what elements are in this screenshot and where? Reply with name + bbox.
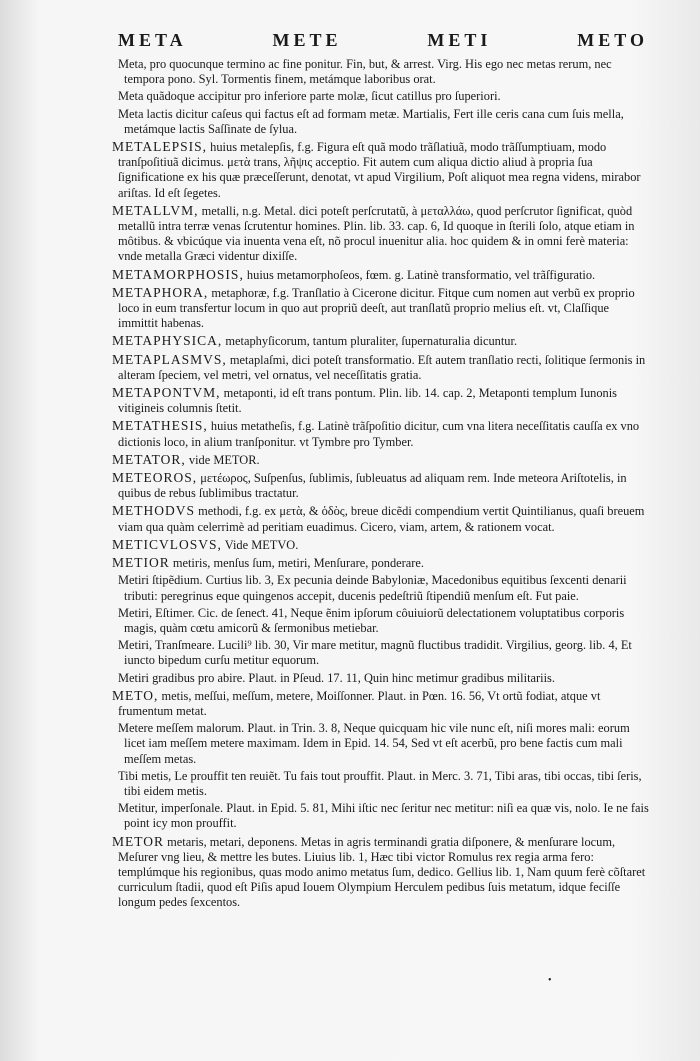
entry-text: vide METOR. — [185, 452, 260, 467]
entry-text: metaphyſicorum, tantum pluraliter, ſupernaturalia dicuntur. — [222, 334, 518, 349]
dictionary-entry — [112, 769, 652, 799]
running-header — [118, 30, 648, 51]
entry-text: Meta lactis dicitur caſeus qui factus eſt ad formam metæ. Martialis, Fert ille ceris cana cum ſuis mella, metámque lactis Saſſinate de ſylua. — [118, 106, 624, 136]
dictionary-entry — [112, 688, 652, 719]
entry-text: metaphoræ, f.g. Tranſlatio à Cicerone dicitur. Fitque cum nomen aut verbũ ex proprio loco in eum transfertur locum in quo aut propriũ deeſt, aut tranſlatũ proprio melius eſt. vt, Claſſique immittit habenas. — [118, 285, 635, 331]
dictionary-entry — [112, 333, 652, 349]
dictionary-entry — [112, 671, 652, 686]
entry-text: Metiri ſtipẽdium. Curtius lib. 3, Ex pecunia deinde Babyloniæ, Macedonibus equitibus ſexcenti denarii tributi: peregrinus eque quingenos accepit, ducenis pedeſtriũ ſtipendiũ menſum eſt. Fut paie. — [118, 573, 627, 603]
entries-list — [112, 57, 652, 911]
header-word-2: METE — [272, 30, 342, 50]
dictionary-entry — [112, 107, 652, 137]
entry-text: metalli, n.g. Metal. dici poteſt perſcrutatũ, à μεταλλάω, quod perſcrutor ſignificat, quòd metallũ intra terræ venas ſcrutentur homines. Plin. lib. 33. cap. 6, Id quoque in ſterili ſolo, atque etiam in môtibus. & vbicúque via inuenta vena eſt, nõ procul inuenitur alia. hoc quidem & in omni ferè materia: vnde metalla Græci videntur dixiſſe. — [118, 203, 635, 264]
dictionary-entry — [112, 285, 652, 332]
dictionary-entry — [112, 606, 652, 636]
entry-headword: METAPHYSICA, — [112, 333, 223, 349]
page-mark: • — [548, 975, 552, 986]
entry-headword: METAMORPHOSIS, — [112, 266, 244, 282]
entry-headword: METHODVS — [112, 503, 196, 519]
entry-text: Metitur, imperſonale. Plaut. in Epid. 5. 81, Mihi iſtic nec ſeritur nec metitur: niſi ea quæ vis, nolo. Ie ne fais point icy mon prouffit. — [118, 801, 649, 831]
dictionary-entry — [112, 385, 652, 416]
entry-text: huius metatheſis, f.g. Latinè trãſpoſitio dicitur, cum vna litera neceſſitatis cauſſa ex vno dictionis loco, in alium tranſponitur. vt Tymbre pro Tymber. — [118, 419, 640, 449]
dictionary-entry — [112, 555, 652, 571]
entry-headword: METO, — [112, 687, 159, 703]
entry-headword: METAPLASMVS, — [112, 351, 227, 367]
dictionary-entry — [112, 89, 652, 104]
entry-headword: METIOR — [112, 555, 170, 571]
entry-headword: METATHESIS, — [112, 418, 208, 434]
dictionary-entry — [112, 57, 652, 87]
entry-text: μετέωρος, Suſpenſus, ſublimis, ſubleuatus ad aliquam rem. Inde meteora Ariſtotelis, in quibus de rebus ſublimibus tractatur. — [118, 471, 627, 501]
entry-text: huius metamorphoſeos, fœm. g. Latinè transformatio, vel trãſfiguratio. — [243, 267, 596, 282]
dictionary-entry — [112, 452, 652, 468]
dictionary-entry — [112, 139, 652, 201]
dictionary-entry — [112, 503, 652, 534]
entry-text: Metere meſſem malorum. Plaut. in Trin. 3. 8, Neque quicquam hic vile nunc eſt, niſi mores mali: eorum licet iam meſſem metere maximam. Idem in Epid. 14. 54, Sed vt eſt acerbũ, pro bene factis cum mali meſſem metas. — [118, 721, 630, 766]
entry-text: Tibi metis, Le prouffit ten reuiẽt. Tu fais tout prouffit. Plaut. in Merc. 3. 71, Tibi aras, tibi occas, tibi ſeris, tibi eidem metis. — [118, 768, 642, 798]
entry-text: metaplaſmi, dici poteſt transformatio. Eſt autem tranſlatio recti, ſolitique ſermonis in alteram ſpeciem, vel metri, vel ornatus, vel neceſſitatis gratia. — [118, 352, 646, 382]
dictionary-entry — [112, 203, 652, 265]
dictionary-entry — [112, 801, 652, 831]
entry-headword: METAPHORA, — [112, 284, 209, 300]
dictionary-entry — [112, 834, 652, 911]
entry-text: Meta, pro quocunque termino ac fine ponitur. Fin, but, & arrest. Virg. His ego nec metas rerum, nec tempora pono. Syl. Tormentis finem, metámque laboribus orat. — [118, 57, 612, 87]
entry-headword: METEOROS, — [112, 470, 198, 486]
entry-headword: METOR — [112, 833, 165, 849]
entry-text: Vide METVO. — [221, 537, 299, 552]
entry-headword: METALEPSIS, — [112, 139, 208, 155]
dictionary-entry — [112, 638, 652, 668]
dictionary-entry — [112, 418, 652, 449]
dictionary-entry — [112, 721, 652, 767]
entry-text: methodi, f.g. ex μετὰ, & ὁδὸς, breue dicẽdi compendium vertit Quintilianus, quaſi breuem viam qua quàm celerrimè ad peritiam euadimus. Cicero, viam, artem, & rationem vocat. — [118, 504, 645, 534]
entry-text: metaris, metari, deponens. Metas in agris terminandi gratia diſponere, & menſurare locum, Meſurer vng lieu, & mettre les butes. Liuius lib. 1, Hæc tibi victor Romulus rex regia arma fero: templúmque his regionibus, quas modo animo metatus ſum, dedico. Gellius lib. 1, Nam quum ferè cõſtaret curriculum ſtadii, quod eſt Piſis apud Iouem Olympium Herculem pedibus ſuis metatum, idque feciſſe longum pedes ſexcentos. — [118, 834, 646, 910]
dictionary-entry — [112, 537, 652, 553]
header-word-3: METI — [427, 30, 492, 50]
entry-text: metiris, menſus ſum, metiri, Menſurare, ponderare. — [169, 556, 425, 571]
dictionary-entry — [112, 470, 652, 501]
entry-text: Metiri, Tranſmeare. Lucili⁹ lib. 30, Vir mare metitur, magnũ fluctibus tradidit. Virgilius, georg. lib. 4, Et iuncto bipedum curſu metitur equorum. — [118, 638, 632, 668]
entry-headword: METATOR, — [112, 451, 186, 467]
entry-headword: METICVLOSVS, — [112, 536, 222, 552]
entry-headword: METALLVM, — [112, 202, 199, 218]
entry-text: Metiri, Eſtimer. Cic. de ſeneƈt. 41, Neque ẽnim ipſorum côuiuiorũ delectationem voluptatibus corporis magis, quàm cœtu amicorũ & ſermonibus metiebar. — [118, 605, 625, 635]
header-word-4: METO — [577, 30, 648, 50]
dictionary-entry — [112, 267, 652, 283]
entry-text: metis, meſſui, meſſum, metere, Moiſſonner. Plaut. in Pœn. 16. 56, Vt ortũ fodiat, atque vt frumentum metat. — [118, 688, 601, 718]
entry-text: metaponti, id eſt trans pontum. Plin. lib. 14. cap. 2, Metaponti templum Iunonis vitigineis columnis ſtetit. — [118, 386, 618, 416]
entry-text: Metiri gradibus pro abire. Plaut. in Pſeud. 17. 11, Quin hinc metimur gradibus militariis. — [118, 670, 555, 685]
entry-text: huius metalepſis, f.g. Figura eſt quã modo trãſlatiuã, modo trãſſumptiuam, modo tranſpoſitiuã dicimus. μετὰ trans, λῆψις acceptio. Fit autem cum aliqua dictio aliud à propria ſua ſignificatione ex his quæ præceſſerunt, denotat, vt apud Virgilium, Poſt aliquot mea regna videns, mirabor ariſtas. Id eſt ſegetes. — [118, 140, 641, 200]
entry-text: Meta quãdoque accipitur pro inferiore parte molæ, ſicut catillus pro ſuperiori. — [118, 89, 501, 104]
entry-headword: METAPONTVM, — [112, 385, 221, 401]
dictionary-entry — [112, 573, 652, 603]
dictionary-entry — [112, 352, 652, 383]
header-word-1: META — [118, 30, 187, 50]
